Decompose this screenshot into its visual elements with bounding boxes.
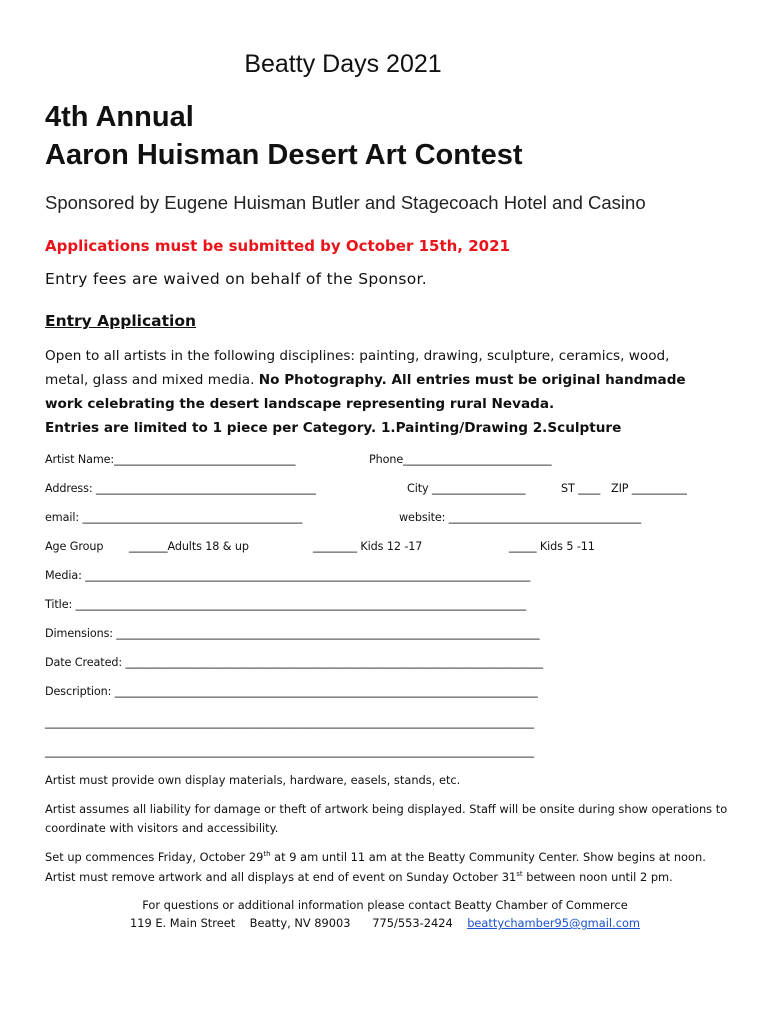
removal-note-end: between noon until 2 pm. xyxy=(522,870,673,884)
sponsor-line: Sponsored by Eugene Huisman Butler and Stagecoach Hotel and Casino xyxy=(45,192,646,213)
kids-5-11-option[interactable]: _____ Kids 5 -11 xyxy=(509,540,595,553)
kids-12-17-option[interactable]: ________ Kids 12 -17 xyxy=(313,540,423,553)
contact-line: For questions or additional information please contact Beatty Chamber of Commerce xyxy=(142,898,628,912)
phone-field[interactable]: Phone___________________________ xyxy=(369,453,552,466)
state-field[interactable]: ST ____ xyxy=(561,482,601,495)
eligibility-line-2 xyxy=(45,372,686,388)
title-field[interactable]: Title: __________________________________________________________________________________ xyxy=(45,598,527,611)
contest-title-line1: 4th Annual xyxy=(45,101,194,133)
address-field[interactable]: Address: ________________________________________ xyxy=(45,482,316,495)
eligibility-line-2-bold: No Photography. All entries must be original handmade xyxy=(258,372,686,388)
description-line-2[interactable]: _________________________________________________________________________________________ xyxy=(45,716,534,729)
fees-notice: Entry fees are waived on behalf of the Sponsor. xyxy=(45,270,428,288)
event-title: Beatty Days 2021 xyxy=(244,50,442,78)
display-materials-note: Artist must provide own display materials, hardware, easels, stands, etc. xyxy=(45,773,461,787)
eligibility-line-1: Open to all artists in the following disciplines: painting, drawing, sculpture, ceramics, wood, xyxy=(45,348,670,364)
setup-note xyxy=(45,850,706,864)
setup-note-sup: th xyxy=(263,850,271,859)
adults-option[interactable]: _______Adults 18 & up xyxy=(129,540,249,553)
liability-note-line-2: coordinate with visitors and accessibility. xyxy=(45,821,279,835)
age-group-label: Age Group xyxy=(45,540,104,553)
eligibility-line-2-regular: metal, glass and mixed media. xyxy=(45,372,259,388)
contest-title xyxy=(45,98,523,174)
zip-field[interactable]: ZIP __________ xyxy=(611,482,687,495)
removal-note-sup: st xyxy=(516,870,523,879)
artist-name-field[interactable]: Artist Name:_________________________________ xyxy=(45,453,296,466)
entry-application-heading: Entry Application xyxy=(45,312,197,330)
eligibility-line-3: work celebrating the desert landscape representing rural Nevada. xyxy=(45,396,555,412)
category-limit-line: Entries are limited to 1 piece per Category. 1.Painting/Drawing 2.Sculpture xyxy=(45,420,622,436)
setup-note-start: Set up commences Friday, October 29 xyxy=(45,850,264,864)
description-line-3[interactable]: _________________________________________________________________________________________ xyxy=(45,745,534,758)
liability-note-line-1: Artist assumes all liability for damage or theft of artwork being displayed. Staff will be onsite during show operations to xyxy=(45,802,728,816)
setup-note-end: at 9 am until 11 am at the Beatty Community Center. Show begins at noon. xyxy=(270,850,706,864)
deadline-notice: Applications must be submitted by October 15th, 2021 xyxy=(45,237,510,255)
date-created-field[interactable]: Date Created: ____________________________________________________________________________ xyxy=(45,656,544,669)
contact-email-link[interactable]: beattychamber95@gmail.com xyxy=(467,916,641,930)
description-field[interactable]: Description: _____________________________________________________________________________ xyxy=(45,685,538,698)
removal-note xyxy=(45,870,673,884)
contact-address: 119 E. Main Street Beatty, NV 89003 775/553-2424 xyxy=(129,916,468,930)
email-field[interactable]: email: ________________________________________ xyxy=(45,511,303,524)
removal-note-start: Artist must remove artwork and all displays at end of event on Sunday October 31 xyxy=(45,870,517,884)
media-field[interactable]: Media: _________________________________________________________________________________ xyxy=(45,569,531,582)
city-field[interactable]: City _________________ xyxy=(407,482,526,495)
contact-details xyxy=(0,916,770,930)
contest-title-line2: Aaron Huisman Desert Art Contest xyxy=(45,139,523,171)
dimensions-field[interactable]: Dimensions: _____________________________________________________________________________ xyxy=(45,627,540,640)
website-field[interactable]: website: ___________________________________ xyxy=(399,511,642,524)
